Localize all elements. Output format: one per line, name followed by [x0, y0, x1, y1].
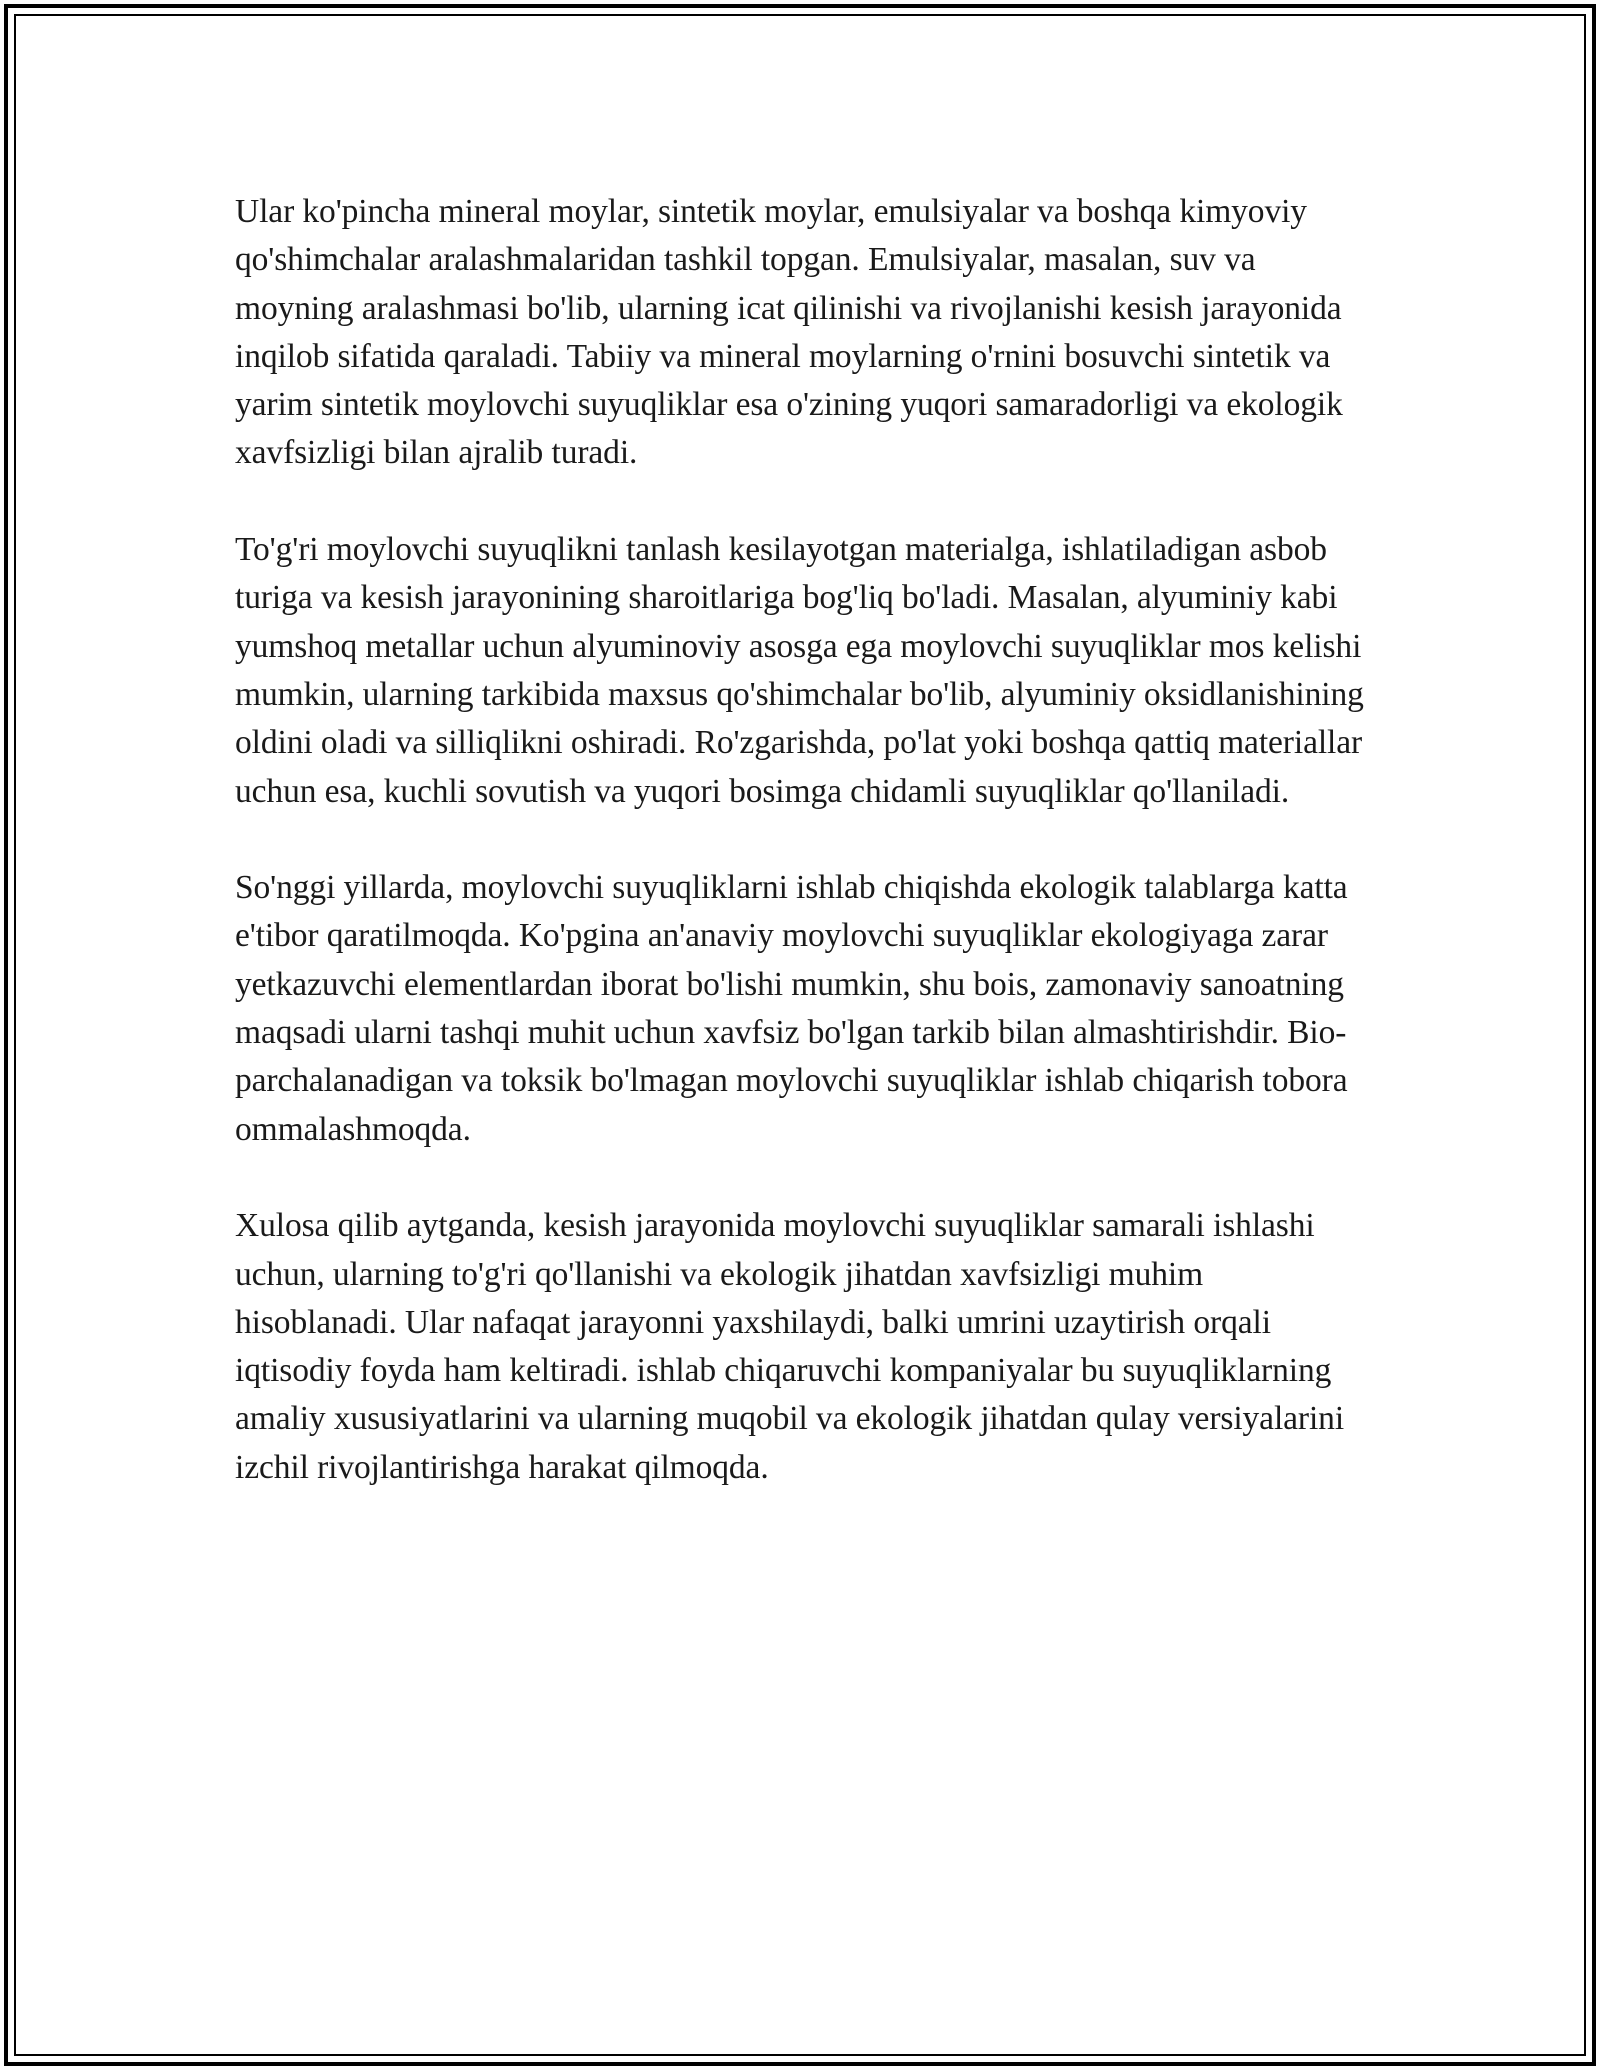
paragraph-2: To'g'ri moylovchi suyuqlikni tanlash kesilayotgan materialga, ishlatiladigan asbob turiga va kesish jarayonining sharoitlariga bog'liq bo'ladi. Masalan, alyuminiy kabi yumshoq metallar uchun alyuminoviy asosga ega moylovchi suyuqliklar mos kelishi mumkin, ularning tarkibida maxsus qo'shimchalar bo'lib, alyuminiy oksidlanishining oldini oladi va silliqlikni oshiradi. Ro'zgarishda, po'lat yoki boshqa qattiq materiallar uchun esa, kuchli sovutish va yuqori bosimga chidamli suyuqliklar qo'llaniladi. — [235, 531, 1364, 810]
paragraph-3: So'nggi yillarda, moylovchi suyuqliklarni ishlab chiqishda ekologik talablarga katta e'tibor qaratilmoqda. Ko'pgina an'anaviy moylovchi suyuqliklar ekologiyaga zarar yetkazuvchi elementlardan iborat bo'lishi mumkin, shu bois, zamonaviy sanoatning maqsadi ularni tashqi muhit uchun xavfsiz bo'lgan tarkib bilan almashtirishdir. Bio-parchalanadigan va toksik bo'lmagan moylovchi suyuqliklar ishlab chiqarish tobora ommalashmoqda. — [235, 869, 1348, 1148]
paragraph-1: Ular ko'pincha mineral moylar, sintetik moylar, emulsiyalar va boshqa kimyoviy qo'shimchalar aralashmalaridan tashkil topgan. Emulsiyalar, masalan, suv va moyning aralashmasi bo'lib, ularning icat qilinishi va rivojlanishi kesish jarayonida inqilob sifatida qaraladi. Tabiiy va mineral moylarning o'rnini bosuvchi sintetik va yarim sintetik moylovchi suyuqliklar esa o'zining yuqori samaradorligi va ekologik xavfsizligi bilan ajralib turadi. — [235, 193, 1343, 472]
paragraph-4: Xulosa qilib aytganda, kesish jarayonida moylovchi suyuqliklar samarali ishlashi uchun, ularning to'g'ri qo'llanishi va ekologik jihatdan xavfsizligi muhim hisoblanadi. Ular nafaqat jarayonni yaxshilaydi, balki umrini uzaytirish orqali iqtisodiy foyda ham keltiradi. ishlab chiqaruvchi kompaniyalar bu suyuqliklarning amaliy xususiyatlarini va ularning muqobil va ekologik jihatdan qulay versiyalarini izchil rivojlantirishga harakat qilmoqda. — [235, 1207, 1345, 1486]
document-body — [235, 188, 1370, 1492]
